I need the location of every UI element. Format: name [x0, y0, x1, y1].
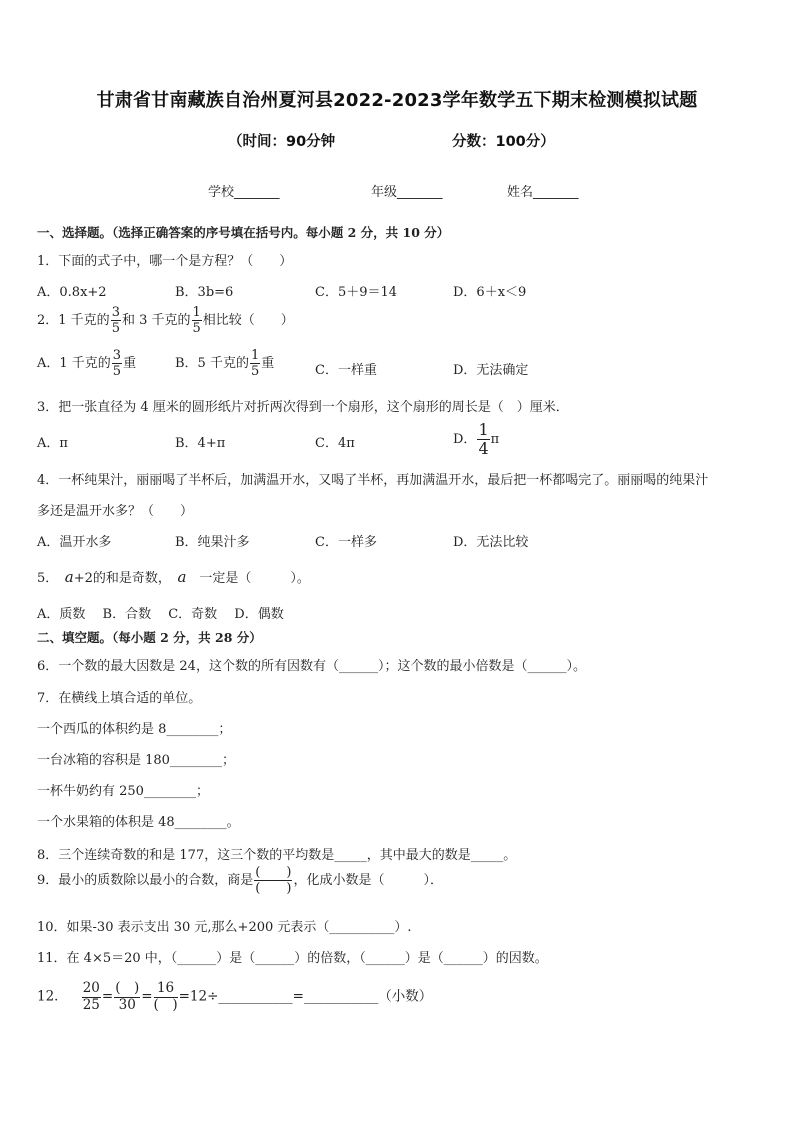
q12-fraction-2: $\frac{( )}{30}$ — [115, 980, 140, 1013]
q2-option-c: C．一样重 — [315, 363, 377, 378]
q5-options: A．质数 B．合数 C．奇数 D．偶数 — [37, 607, 284, 622]
grade-field: 年级_______ — [371, 185, 443, 200]
q12-fraction-1: $\frac{20}{25}$ — [82, 980, 100, 1013]
name-field: 姓名_______ — [507, 185, 579, 200]
q7-item-1: 一个西瓜的体积约是 8________； — [37, 722, 232, 737]
q6: 6．一个数的最大因数是 24，这个数的所有因数有（______）；这个数的最小倍数是（______）。 — [37, 659, 586, 674]
q8: 8．三个连续奇数的和是 177，这三个数的平均数是_____，其中最大的数是_____。 — [37, 848, 517, 863]
exam-score: 分数：100分） — [452, 134, 555, 150]
q3-option-a: A．π — [37, 436, 68, 451]
q9-fraction: $\frac{( )}{( )}$ — [255, 865, 292, 896]
school-field: 学校_______ — [208, 185, 280, 200]
q2-fraction-2: $\frac{1}{5}$ — [192, 305, 201, 336]
q1-option-d: D．6＋x＜9 — [453, 285, 527, 300]
q3-option-b: B．4+π — [175, 436, 226, 451]
q3-option-c: C．4π — [315, 436, 355, 451]
q4-stem-line2: 多还是温开水多？（ ） — [37, 504, 194, 519]
q1-option-c: C．5＋9＝14 — [315, 285, 398, 300]
q10: 10．如果-30 表示支出 30 元,那么+200 元表示（__________）. — [37, 920, 412, 935]
q3-option-d: D． $\frac{1}{4}$ π — [453, 420, 500, 458]
q2-fraction-1: $\frac{3}{5}$ — [111, 305, 120, 336]
page-title: 甘肃省甘南藏族自治州夏河县2022-2023学年数学五下期末检测模拟试题 — [96, 90, 698, 111]
q7-item-2: 一台冰箱的容积是 180________； — [37, 753, 235, 768]
q7-item-4: 一个水果箱的体积是 48________。 — [37, 815, 240, 830]
q12-fraction-3: $\frac{16}{( )}$ — [153, 980, 178, 1013]
q7-item-3: 一杯牛奶约有 250________； — [37, 784, 209, 799]
section2-heading: 二、填空题。（每小题 2 分，共 28 分） — [37, 630, 262, 645]
q1-option-a: A．0.8x+2 — [37, 285, 107, 300]
q4-option-b: B．纯果汁多 — [175, 535, 250, 550]
q4-stem-line1: 4．一杯纯果汁，丽丽喝了半杯后，加满温开水，又喝了半杯，再加满温开水，最后把一杯都喝完了。丽丽喝的纯果汁 — [37, 473, 709, 488]
q2-option-b: B．5 千克的 $\frac{1}{5}$ 重 — [175, 348, 275, 379]
q7: 7．在横线上填合适的单位。 — [37, 691, 202, 706]
exam-time: （时间：90分钟 — [228, 134, 336, 150]
q9: 9．最小的质数除以最小的合数，商是 $\frac{( )}{( )}$ ，化成小数是（ ）． — [37, 865, 443, 896]
q2-option-d: D．无法确定 — [453, 363, 529, 378]
q4-option-a: A．温开水多 — [37, 535, 112, 550]
q1-stem: 1．下面的式子中，哪一个是方程？（ ） — [37, 254, 293, 269]
q2-stem: 2．1 千克的 $\frac{3}{5}$ 和 3 千克的 $\frac{1}{5}$ 相比较（ ） — [37, 305, 294, 336]
q4-option-d: D．无法比较 — [453, 535, 529, 550]
section1-heading: 一、选择题。（选择正确答案的序号填在括号内。每小题 2 分，共 10 分） — [37, 225, 450, 240]
q4-option-c: C．一样多 — [315, 535, 377, 550]
q1-option-b: B．3b=6 — [175, 285, 234, 300]
q3-stem: 3．把一张直径为 4 厘米的圆形纸片对折两次得到一个扇形，这个扇形的周长是（ ）厘米． — [37, 400, 569, 415]
q12: 12． $\frac{20}{25}$ = $\frac{( )}{30}$ = $\frac{16}{( )}$ =12÷___________=___________（小数） — [37, 980, 433, 1013]
q11: 11．在 4×5＝20 中，（______）是（______）的倍数，（______）是（______）的因数。 — [37, 951, 548, 966]
q5-stem: 5． a+2的和是奇数， a 一定是（ ）。 — [37, 568, 310, 586]
q2-option-a: A．1 千克的 $\frac{3}{5}$ 重 — [37, 348, 137, 379]
